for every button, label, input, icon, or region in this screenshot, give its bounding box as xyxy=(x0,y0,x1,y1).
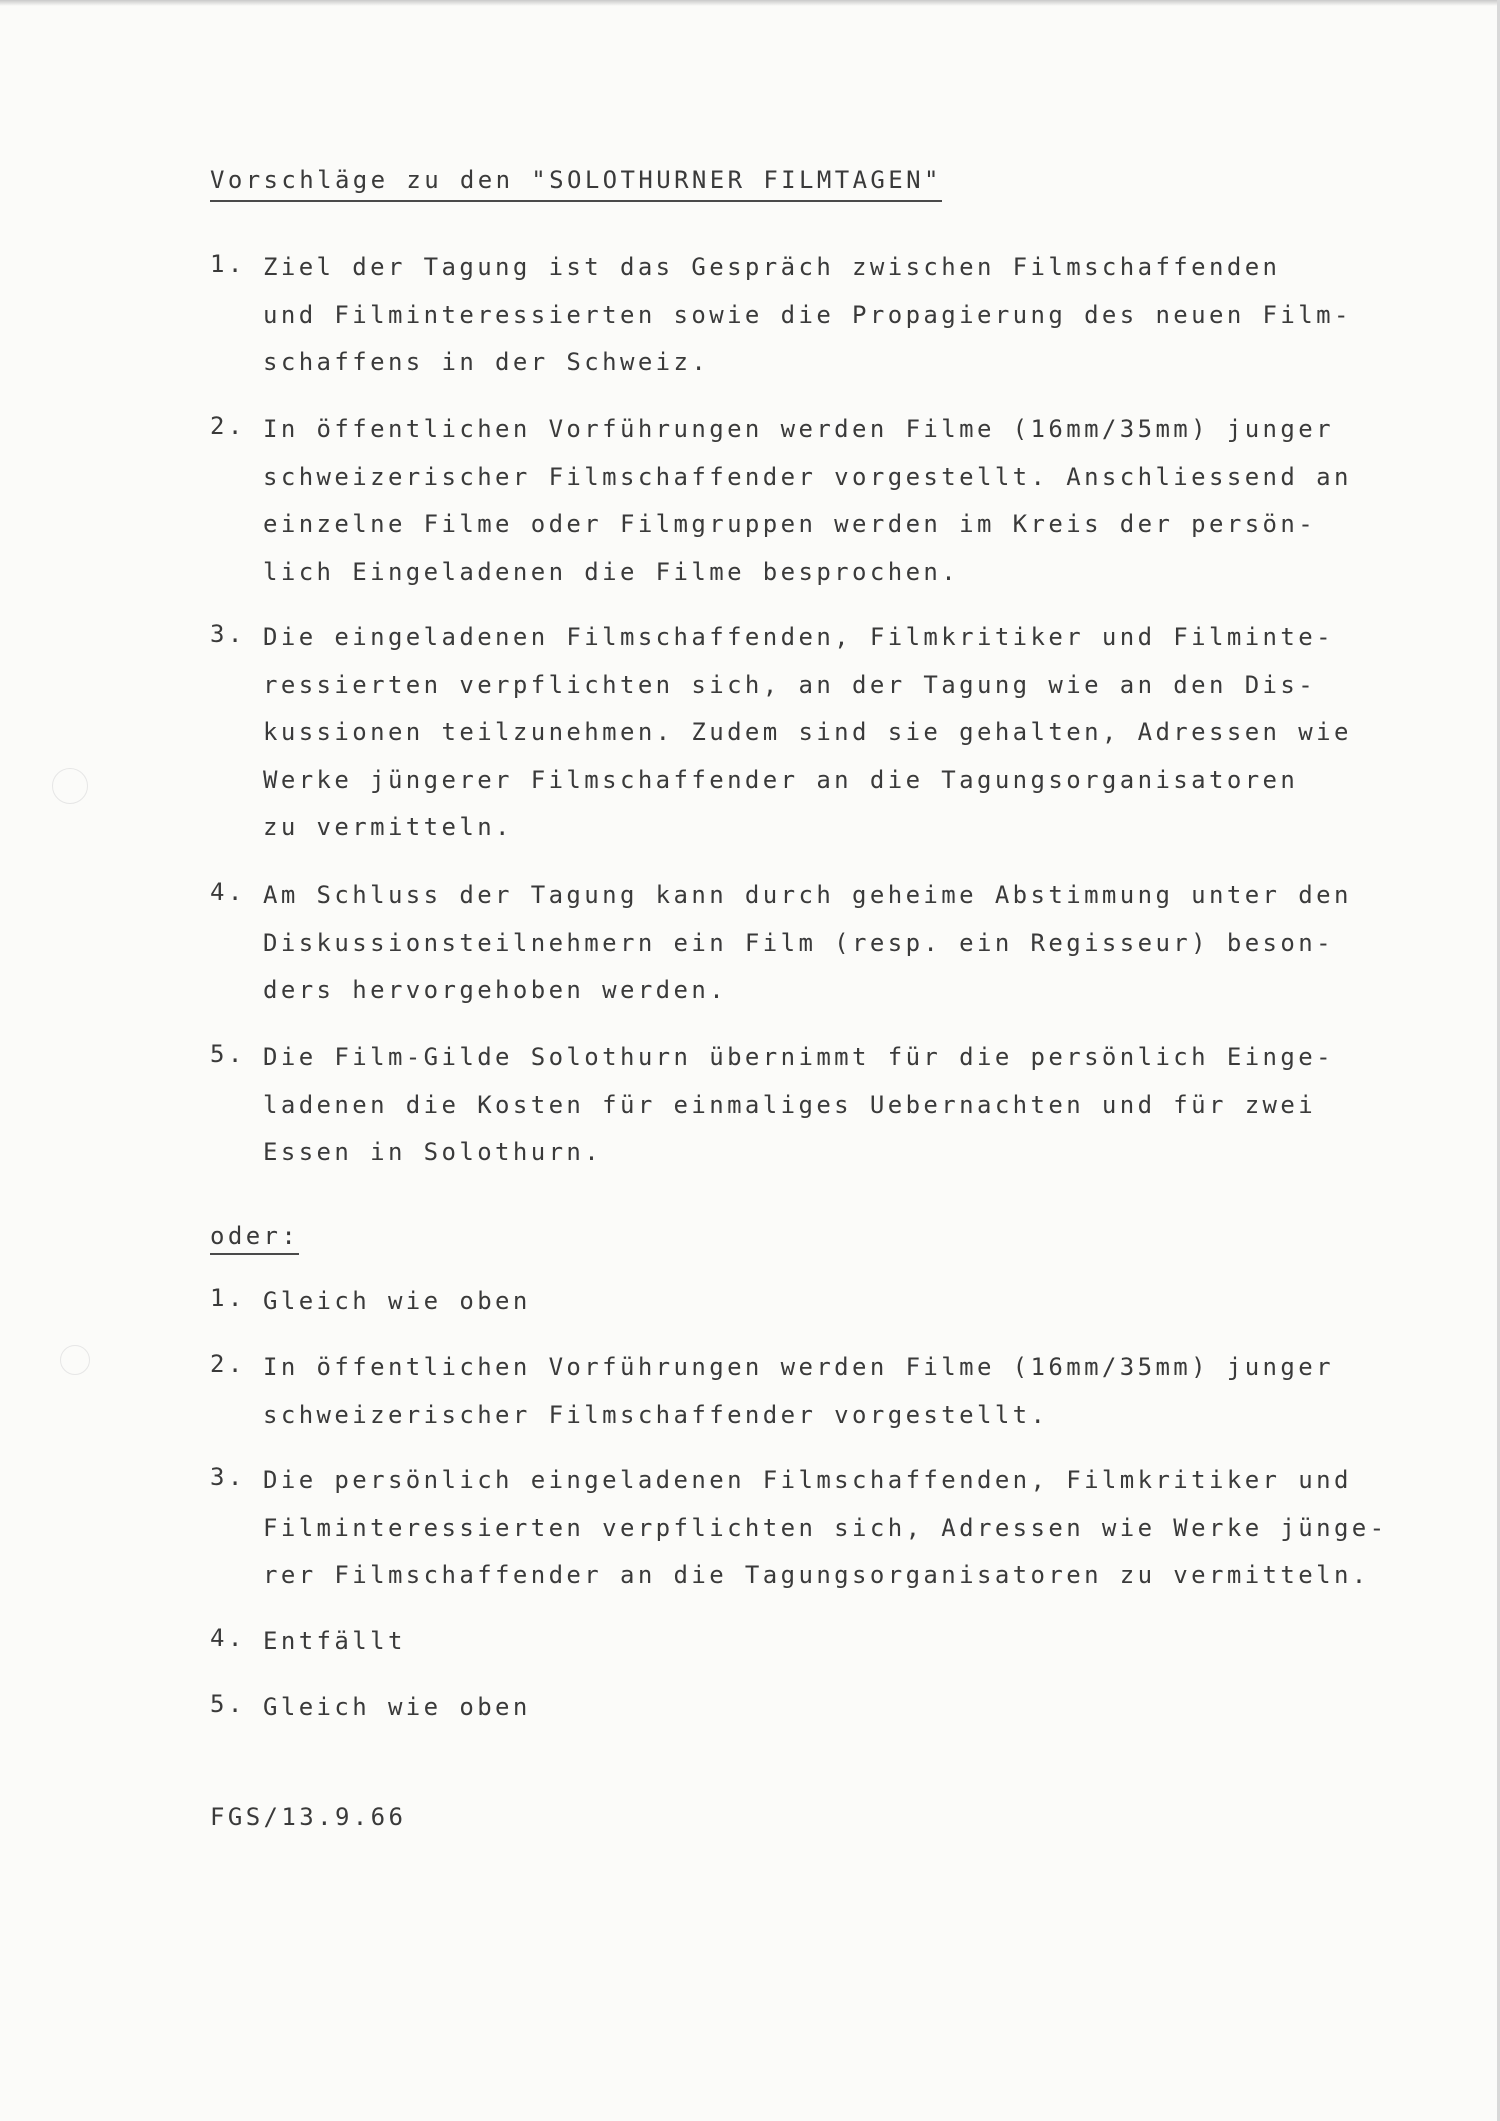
document-reference: FGS/13.9.66 xyxy=(210,1803,407,1831)
text-line: und Filminteressierten sowie die Propagierung des neuen Film- xyxy=(263,300,1352,329)
document-title: Vorschläge zu den "SOLOTHURNER FILMTAGEN" xyxy=(210,166,942,202)
item-text xyxy=(263,250,1352,393)
item-number: 3. xyxy=(210,620,246,648)
paper-mark xyxy=(52,768,88,804)
text-line: zu vermitteln. xyxy=(263,813,513,841)
text-line: kussionen teilzunehmen. Zudem sind sie gehalten, Adressen wie xyxy=(263,718,1352,746)
item-text xyxy=(263,1463,1388,1606)
text-line: ressierten verpflichten sich, an der Tagung wie an den Dis- xyxy=(263,670,1317,699)
text-line: In öffentlichen Vorführungen werden Filme (16mm/35mm) junger xyxy=(263,1353,1334,1381)
item-text xyxy=(263,878,1352,1021)
text-line: schaffens in der Schweiz. xyxy=(263,348,710,376)
text-line: Essen in Solothurn. xyxy=(263,1138,603,1166)
item-number: 3. xyxy=(210,1463,246,1491)
text-line: Diskussionsteilnehmern ein Film (resp. ein Regisseur) beson- xyxy=(263,928,1334,957)
text-line: Die Film-Gilde Solothurn übernimmt für die persönlich Einge- xyxy=(263,1043,1334,1071)
item-number: 2. xyxy=(210,412,246,440)
item-number: 4. xyxy=(210,878,246,906)
text-line: rer Filmschaffender an die Tagungsorganisatoren zu vermitteln. xyxy=(263,1561,1370,1589)
item-number: 5. xyxy=(210,1040,246,1068)
item-text xyxy=(263,620,1352,858)
item-number: 1. xyxy=(210,1284,246,1312)
alternative-heading: oder: xyxy=(210,1222,299,1255)
item-text xyxy=(263,1040,1334,1183)
item-number: 4. xyxy=(210,1624,246,1652)
item-text xyxy=(263,1624,406,1672)
text-line: Die persönlich eingeladenen Filmschaffenden, Filmkritiker und xyxy=(263,1466,1352,1494)
page-top-edge xyxy=(0,0,1500,6)
item-text xyxy=(263,1284,531,1332)
text-line: Gleich wie oben xyxy=(263,1693,531,1721)
text-line: lich Eingeladenen die Filme besprochen. xyxy=(263,557,960,586)
text-line: einzelne Filme oder Filmgruppen werden im Kreis der persön- xyxy=(263,510,1317,538)
item-number: 2. xyxy=(210,1350,246,1378)
text-line: Ziel der Tagung ist das Gespräch zwischen Filmschaffenden xyxy=(263,253,1281,281)
text-line: ders hervorgehoben werden. xyxy=(263,976,728,1004)
item-text xyxy=(263,1350,1334,1445)
item-number: 1. xyxy=(210,250,246,278)
item-text xyxy=(263,412,1352,602)
text-line: Am Schluss der Tagung kann durch geheime Abstimmung unter den xyxy=(263,881,1352,909)
text-line: Die eingeladenen Filmschaffenden, Filmkritiker und Filminte- xyxy=(263,623,1334,651)
text-line: In öffentlichen Vorführungen werden Filme (16mm/35mm) junger xyxy=(263,415,1334,443)
text-line: schweizerischer Filmschaffender vorgestellt. xyxy=(263,1400,1049,1429)
text-line: schweizerischer Filmschaffender vorgestellt. Anschliessend an xyxy=(263,462,1352,491)
text-line: Filminteressierten verpflichten sich, Adressen wie Werke jünge- xyxy=(263,1513,1388,1542)
text-line: ladenen die Kosten für einmaliges Uebernachten und für zwei xyxy=(263,1090,1317,1119)
text-line: Gleich wie oben xyxy=(263,1287,531,1315)
paper-mark xyxy=(60,1345,90,1375)
item-number: 5. xyxy=(210,1690,246,1718)
text-line: Werke jüngerer Filmschaffender an die Tagungsorganisatoren xyxy=(263,765,1299,794)
item-text xyxy=(263,1690,531,1738)
text-line: Entfällt xyxy=(263,1627,406,1655)
